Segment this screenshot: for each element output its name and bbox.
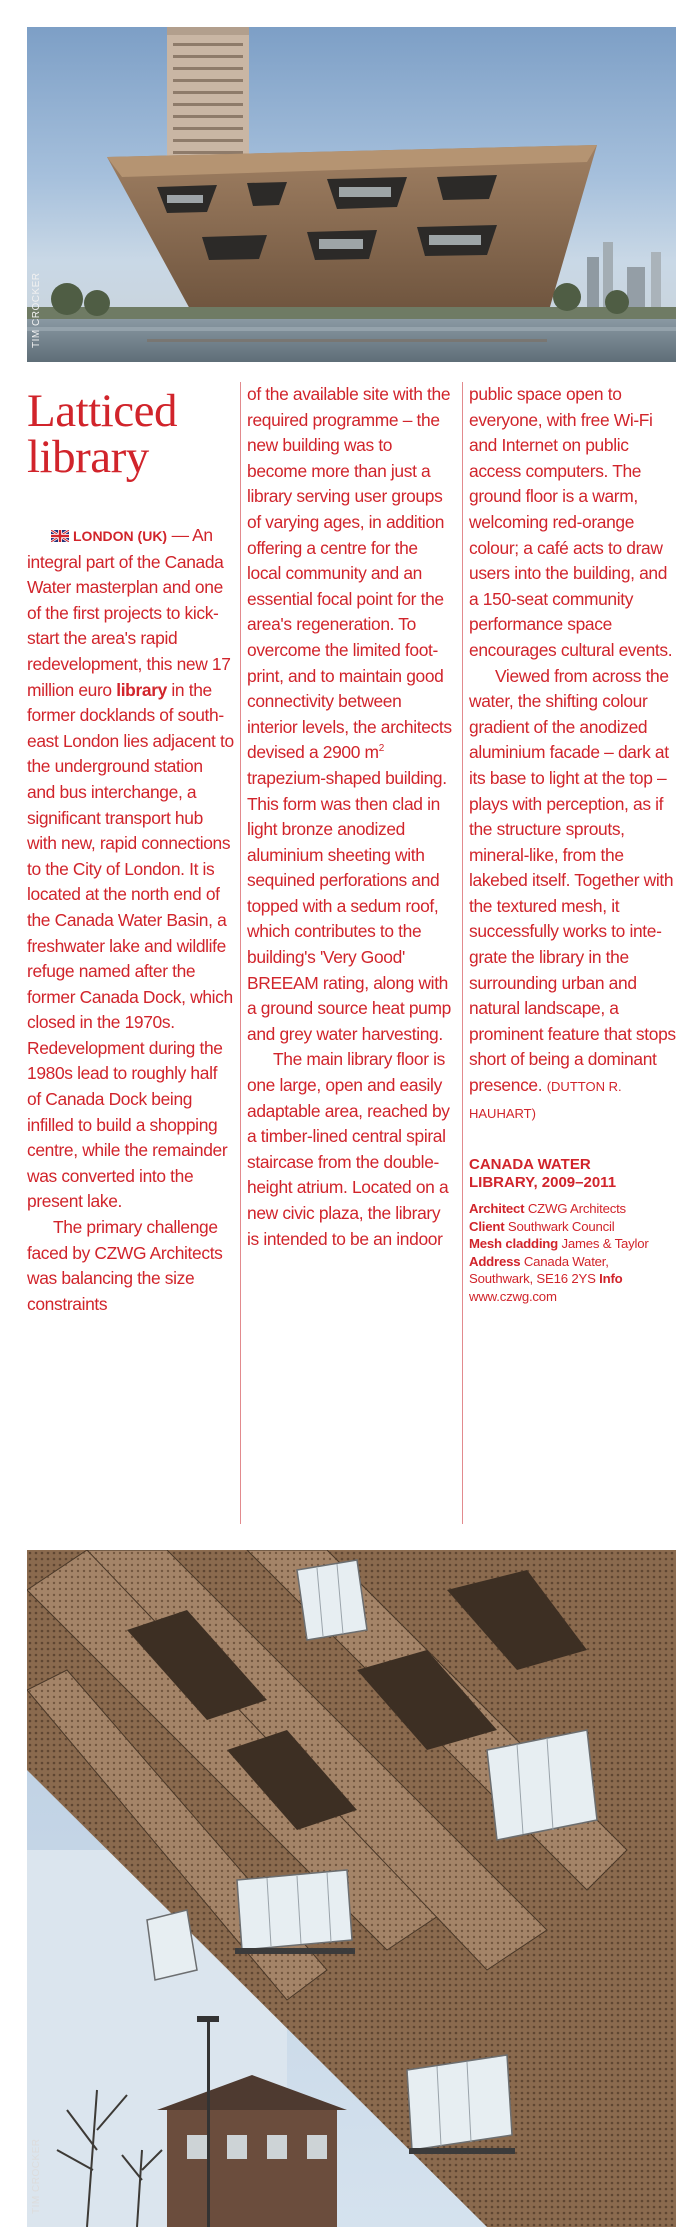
author-byline: (DUTTON R. HAUHART) xyxy=(469,1079,622,1121)
dateline: LONDON (UK) xyxy=(73,528,168,544)
fact-label-address: Address xyxy=(469,1253,521,1269)
paragraph xyxy=(469,664,676,1127)
paragraph: The primary challenge faced by CZWG Architects was balancing the size constraints xyxy=(27,1217,223,1314)
paragraph: The main library floor is one large, open and easily adaptable area, reached by a timber-lined central spiral staircase from the double-height atrium. Located on a new civic plaza, the library is intended to be an indoor xyxy=(247,1049,450,1249)
fact-value-mesh: James & Taylor xyxy=(558,1236,649,1252)
fact-details xyxy=(469,1200,676,1305)
library-exterior-illustration xyxy=(27,27,676,362)
fact-value-client: Southwark Council xyxy=(504,1218,615,1234)
paragraph xyxy=(247,382,455,1047)
body-text: Viewed from across the water, the shifting colour gradient of the anodized aluminium facade – dark at its base to light at the top – plays with perception, as if the structure sprouts, mineral-like, from the lakebed itself. Together with the textured mesh, it successfully works to integrate the library in the surrounding urban and natural landscape, a prominent feature that stops short of being a dominant presence. xyxy=(469,665,676,1096)
photo-credit-top: TIM CROCKER xyxy=(31,272,42,348)
article-column-2 xyxy=(247,382,455,1252)
fact-label-mesh: Mesh cladding xyxy=(469,1236,558,1252)
uk-flag-icon xyxy=(51,530,69,542)
headline-line-1: Latticed xyxy=(27,385,177,437)
library-facade-detail-photo xyxy=(27,1550,676,2227)
column-rule xyxy=(240,382,241,1524)
column-rule xyxy=(462,382,463,1524)
article-column-1 xyxy=(27,382,235,1317)
article-column-3 xyxy=(469,382,676,1305)
body-text: An integral part of the Canada Water masterplan and one of the first projects to kick-start the area's rapid redevelopment, this new 17 million euro xyxy=(27,525,231,700)
fact-label-architect: Architect xyxy=(469,1201,525,1217)
fact-value-address: Canada Water, Southwark, SE16 2YS xyxy=(469,1253,609,1287)
article-body xyxy=(27,382,676,1530)
body-text: trapezium-shaped building. This form was then clad in light bronze anodized aluminium sheeting with sequined perforations and topped with a sedum roof, which contributes to the building's 'Very Good' BREEAM rating, along with a ground source heat pump and grey water harvesting. xyxy=(247,767,451,1044)
fact-box-title xyxy=(469,1156,676,1192)
keyword-library: library xyxy=(116,679,167,700)
facade-detail-illustration xyxy=(27,1550,676,2227)
fact-value-architect: CZWG Architects xyxy=(524,1201,626,1217)
photo-credit-bottom: TIM CROCKER xyxy=(31,2138,42,2214)
superscript: 2 xyxy=(378,743,384,755)
headline-line-2: library xyxy=(27,431,149,483)
paragraph xyxy=(27,523,235,1215)
fact-box xyxy=(469,1156,676,1305)
paragraph: public space open to everyone, with free Wi-Fi and Internet on public access computers. The ground floor is a warm, welcoming red-orange colour; a café acts to draw users into the building, and a 150-seat community performance space encourages cultural events. xyxy=(469,384,673,660)
fact-value-info: www.czwg.com xyxy=(469,1288,557,1304)
fact-label-client: Client xyxy=(469,1218,505,1234)
library-exterior-photo xyxy=(27,27,676,362)
article-headline xyxy=(27,385,235,483)
body-text: of the available site with the required programme – the new building was to become more than just a library serving user groups of varying ages, in addition offering a centre for the local community and an essential focal point for the area's regeneration. To overcome the limited footprint, and to maintain good connectivity between interior levels, the architects devised a 2900 m xyxy=(247,384,452,763)
fact-label-info: Info xyxy=(599,1271,623,1287)
fact-title-line-1: CANADA WATER xyxy=(469,1156,591,1174)
dateline-dash: — xyxy=(167,525,193,545)
body-text: in the former docklands of south-east London lies adjacent to the underground station and bus interchange, a significant transport hub with new, rapid connections to the City of London. It is located at the north end of the Canada Water Basin, a freshwater lake and wildlife refuge named after the former Canada Dock, which closed in the 1970s. Redevelopment during the 1980s lead to roughly half of Canada Dock being infilled to build a shopping centre, while the remainder was converted into the present lake. xyxy=(27,679,234,1212)
fact-title-line-2: LIBRARY, 2009–2011 xyxy=(469,1174,617,1192)
